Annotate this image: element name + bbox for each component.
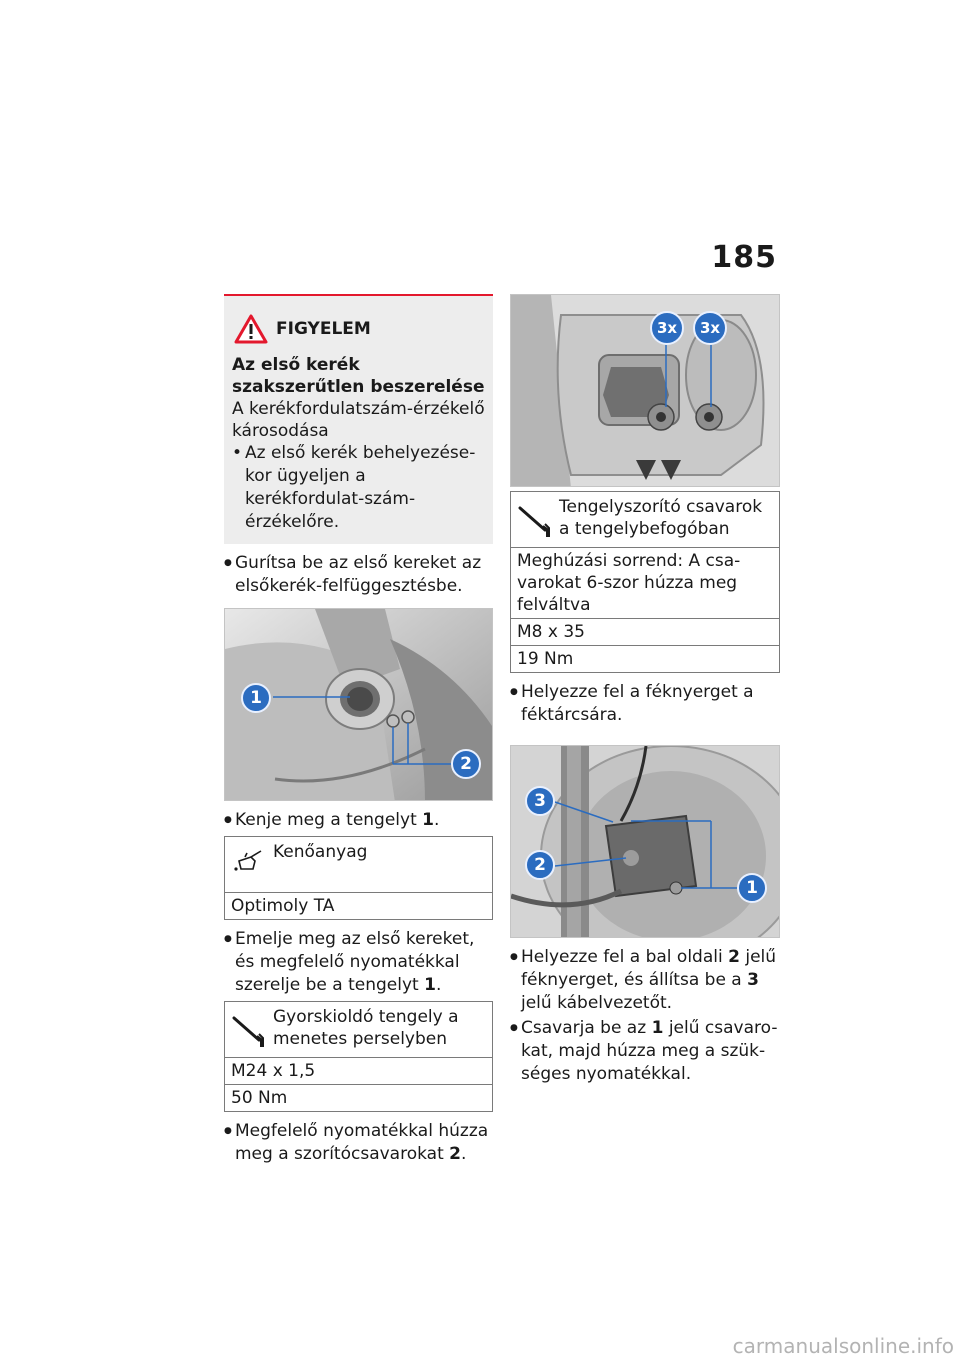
step-ref: 2 [728,947,740,967]
step-install-axle: ● Emelje meg az első kereket, és megfelelő nyomatékkal szerelje be a tengelyt 1. [224,928,493,997]
step-text: Helyezze fel a féknyerget a féktárcsára. [521,682,754,725]
oil-can-icon [231,847,265,873]
step-text: Csavarja be az [521,1018,647,1038]
step-ref: 1 [424,975,436,995]
step-text: jelű csavaro-kat, majd húzza meg a szük-séges nyomatékkal. [521,1018,778,1084]
clamp-torque-value: 19 Nm [517,649,574,669]
warning-text: A kerékfordulatszám-érzékelő károsodása [232,399,485,441]
axle-torque-label: Gyorskioldó tengely a menetes perselyben [273,1007,459,1049]
step-text: Megfelelő nyomatékkal húzza meg a szorítócsavarokat [235,1121,489,1164]
step-text: Gurítsa be az első kereket az elsőkerék-felfüggesztésbe. [235,553,482,596]
lubricant-value: Optimoly TA [231,896,335,916]
callout-2: 2 [525,850,555,880]
figure-caliper [510,745,780,938]
info-icon-wrap [231,1006,273,1052]
figure-clamp-bolts [510,294,780,487]
step-ref: 1 [651,1018,664,1038]
warning-list [232,442,485,534]
step-screw-bolts [510,1017,780,1086]
callout-1: 1 [737,873,767,903]
warning-list-item: • Az első kerék behelyezése-kor ügyeljen a kerékfordulat-szám-érzékelőre. [232,442,485,534]
step-fit-caliper [510,681,780,727]
clamp-torque-table [510,491,780,673]
callout-3: 3 [525,786,555,816]
axle-torque-header [225,1002,492,1058]
caliper-illustration [511,746,780,938]
step-fit-left-caliper [510,946,780,1015]
left-column [224,294,493,1166]
step-text: jelű féknyerget, és állítsa be a [521,947,777,990]
callout-3x-right: 3x [693,311,727,345]
clamp-torque-header [511,492,779,548]
step-tighten-clamps: ● Megfelelő nyomatékkal húzza meg a szorítócsavarokat 2. [224,1120,493,1166]
clamp-torque-size: M8 x 35 [511,619,779,646]
lubricant-label: Kenőanyag [273,842,368,862]
info-icon-wrap [231,841,273,877]
warning-header [232,314,485,344]
info-icon-wrap [517,496,559,542]
callout-2: 2 [451,749,481,779]
step-text: Helyezze fel a bal oldali [521,947,723,967]
callout-3x-left: 3x [650,311,684,345]
torque-wrench-icon [231,1012,267,1048]
warning-title: FIGYELEM [276,319,371,339]
step-text: Kenje meg a tengelyt [235,810,417,830]
warning-triangle-icon [234,314,268,344]
step-ref: 3 [747,970,759,990]
page-number: 185 [711,240,777,275]
callout-1: 1 [241,683,271,713]
step-lubricate-axle: ● Kenje meg a tengelyt 1. [224,809,493,832]
warning-subtitle: Az első kerék szakszerűtlen beszerelése [232,355,485,397]
lubricant-header [225,837,492,893]
clamp-torque-note: Meghúzási sorrend: A csa-varokat 6-szor húzza meg felváltva [511,548,779,619]
axle-torque-table [224,1001,493,1112]
clamp-illustration [511,295,780,487]
axle-torque-value: 50 Nm [231,1088,288,1108]
torque-wrench-icon [517,502,553,538]
axle-torque-size: M24 x 1,5 [225,1058,492,1085]
watermark: carmanualsonline.info [732,1334,954,1358]
lubricant-table [224,836,493,920]
right-column [510,294,780,1086]
figure-axle [224,608,493,801]
step-text: Emelje meg az első kereket, és megfelelő nyomatékkal szerelje be a tengelyt [235,929,475,995]
clamp-torque-label: Tengelyszorító csavarok a tengelybefogóban [559,497,763,539]
step-text: jelű kábelvezetőt. [521,993,673,1013]
warning-box [224,294,493,544]
step-ref: 2 [449,1144,461,1164]
step-roll-wheel [224,552,493,598]
step-ref: 1 [422,810,435,830]
